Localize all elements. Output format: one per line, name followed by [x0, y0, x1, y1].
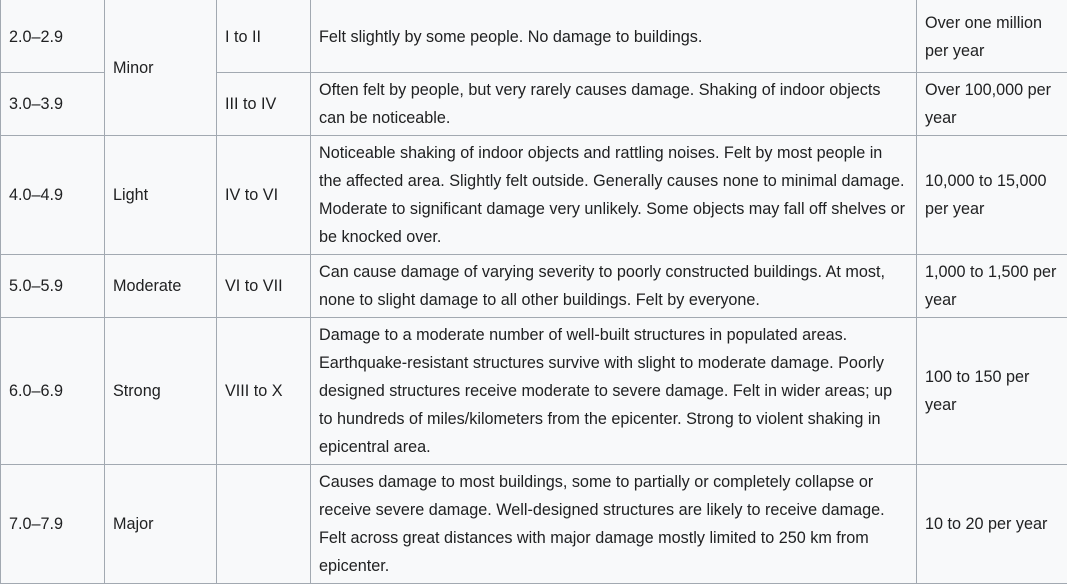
intensity-cell: IV to VI	[217, 136, 311, 255]
magnitude-cell: 4.0–4.9	[1, 136, 105, 255]
intensity-cell: III to IV	[217, 73, 311, 136]
frequency-cell: Over 100,000 per year	[917, 73, 1067, 136]
magnitude-cell: 7.0–7.9	[1, 465, 105, 584]
table-row	[1, 0, 1067, 73]
effects-cell: Often felt by people, but very rarely causes damage. Shaking of indoor objects can be noticeable.	[311, 73, 917, 136]
class-cell: Light	[105, 136, 217, 255]
frequency-cell: 1,000 to 1,500 per year	[917, 255, 1067, 318]
class-cell: Moderate	[105, 255, 217, 318]
effects-cell: Causes damage to most buildings, some to partially or completely collapse or receive severe damage. Well-designed structures are likely to receive damage. Felt across great distances with major damage mostly limited to 250 km from epicenter.	[311, 465, 917, 584]
frequency-cell: 10 to 20 per year	[917, 465, 1067, 584]
class-cell: Minor	[105, 0, 217, 136]
magnitude-cell: 5.0–5.9	[1, 255, 105, 318]
class-cell: Major	[105, 465, 217, 584]
class-cell: Strong	[105, 318, 217, 465]
frequency-cell: 10,000 to 15,000 per year	[917, 136, 1067, 255]
magnitude-cell: 6.0–6.9	[1, 318, 105, 465]
intensity-cell: VIII to X	[217, 318, 311, 465]
effects-cell: Noticeable shaking of indoor objects and rattling noises. Felt by most people in the affected area. Slightly felt outside. Generally causes none to minimal damage. Moderate to significant damage very unlikely. Some objects may fall off shelves or be knocked over.	[311, 136, 917, 255]
magnitude-cell: 3.0–3.9	[1, 73, 105, 136]
frequency-cell: 100 to 150 per year	[917, 318, 1067, 465]
table-row	[1, 136, 1067, 255]
table-row	[1, 318, 1067, 465]
effects-cell: Damage to a moderate number of well-built structures in populated areas. Earthquake-resistant structures survive with slight to moderate damage. Poorly designed structures receive moderate to severe damage. Felt in wider areas; up to hundreds of miles/kilometers from the epicenter. Strong to violent shaking in epicentral area.	[311, 318, 917, 465]
intensity-cell: I to II	[217, 0, 311, 73]
frequency-cell: Over one million per year	[917, 0, 1067, 73]
effects-cell: Felt slightly by some people. No damage to buildings.	[311, 0, 917, 73]
effects-cell: Can cause damage of varying severity to poorly constructed buildings. At most, none to slight damage to all other buildings. Felt by everyone.	[311, 255, 917, 318]
table-row	[1, 255, 1067, 318]
magnitude-cell: 2.0–2.9	[1, 0, 105, 73]
intensity-cell: VI to VII	[217, 255, 311, 318]
